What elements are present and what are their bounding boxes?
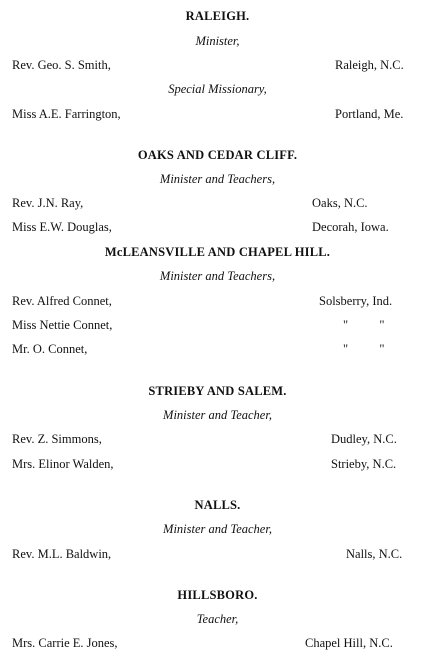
section-subtitle: Minister, bbox=[195, 34, 240, 48]
person-place: Oaks, N.C. bbox=[312, 196, 368, 210]
section-heading-nalls: NALLS. bbox=[194, 498, 241, 512]
section-subtitle: Minister and Teachers, bbox=[159, 269, 276, 283]
person-name: Miss A.E. Farrington, bbox=[12, 107, 121, 121]
section-subtitle: Teacher, bbox=[196, 612, 239, 626]
section-subtitle: Special Missionary, bbox=[168, 82, 267, 96]
person-name: Mr. O. Connet, bbox=[12, 342, 88, 356]
ditto-marks: " " bbox=[343, 342, 385, 356]
person-place: Strieby, N.C. bbox=[331, 457, 397, 471]
section-heading-hillsboro: HILLSBORO. bbox=[177, 588, 258, 602]
section-subtitle: Minister and Teacher, bbox=[163, 408, 272, 422]
person-place: Solsberry, Ind. bbox=[319, 294, 393, 308]
person-name: Rev. Geo. S. Smith, bbox=[12, 58, 111, 72]
person-name: Rev. Alfred Connet, bbox=[12, 294, 112, 308]
section-heading-mcleansville: McLEANSVILLE AND CHAPEL HILL. bbox=[104, 245, 331, 259]
section-heading-raleigh: RALEIGH. bbox=[185, 9, 250, 23]
person-name: Miss E.W. Douglas, bbox=[12, 220, 112, 234]
section-heading-oaks: OAKS AND CEDAR CLIFF. bbox=[137, 148, 298, 162]
ditto-marks: " " bbox=[343, 318, 385, 332]
person-place: Raleigh, N.C. bbox=[335, 58, 404, 72]
section-heading-strieby: STRIEBY AND SALEM. bbox=[148, 384, 287, 398]
person-place: Chapel Hill, N.C. bbox=[305, 636, 393, 650]
person-name: Rev. J.N. Ray, bbox=[12, 196, 84, 210]
person-name: Rev. M.L. Baldwin, bbox=[12, 547, 112, 561]
section-subtitle: Minister and Teacher, bbox=[163, 522, 272, 536]
person-name: Mrs. Carrie E. Jones, bbox=[12, 636, 118, 650]
section-subtitle: Minister and Teachers, bbox=[159, 172, 276, 186]
person-name: Mrs. Elinor Walden, bbox=[12, 457, 114, 471]
person-place: Dudley, N.C. bbox=[331, 432, 397, 446]
person-place: Nalls, N.C. bbox=[346, 547, 403, 561]
person-name: Rev. Z. Simmons, bbox=[12, 432, 102, 446]
person-place: Decorah, Iowa. bbox=[312, 220, 389, 234]
person-place: Portland, Me. bbox=[335, 107, 404, 121]
person-name: Miss Nettie Connet, bbox=[12, 318, 113, 332]
